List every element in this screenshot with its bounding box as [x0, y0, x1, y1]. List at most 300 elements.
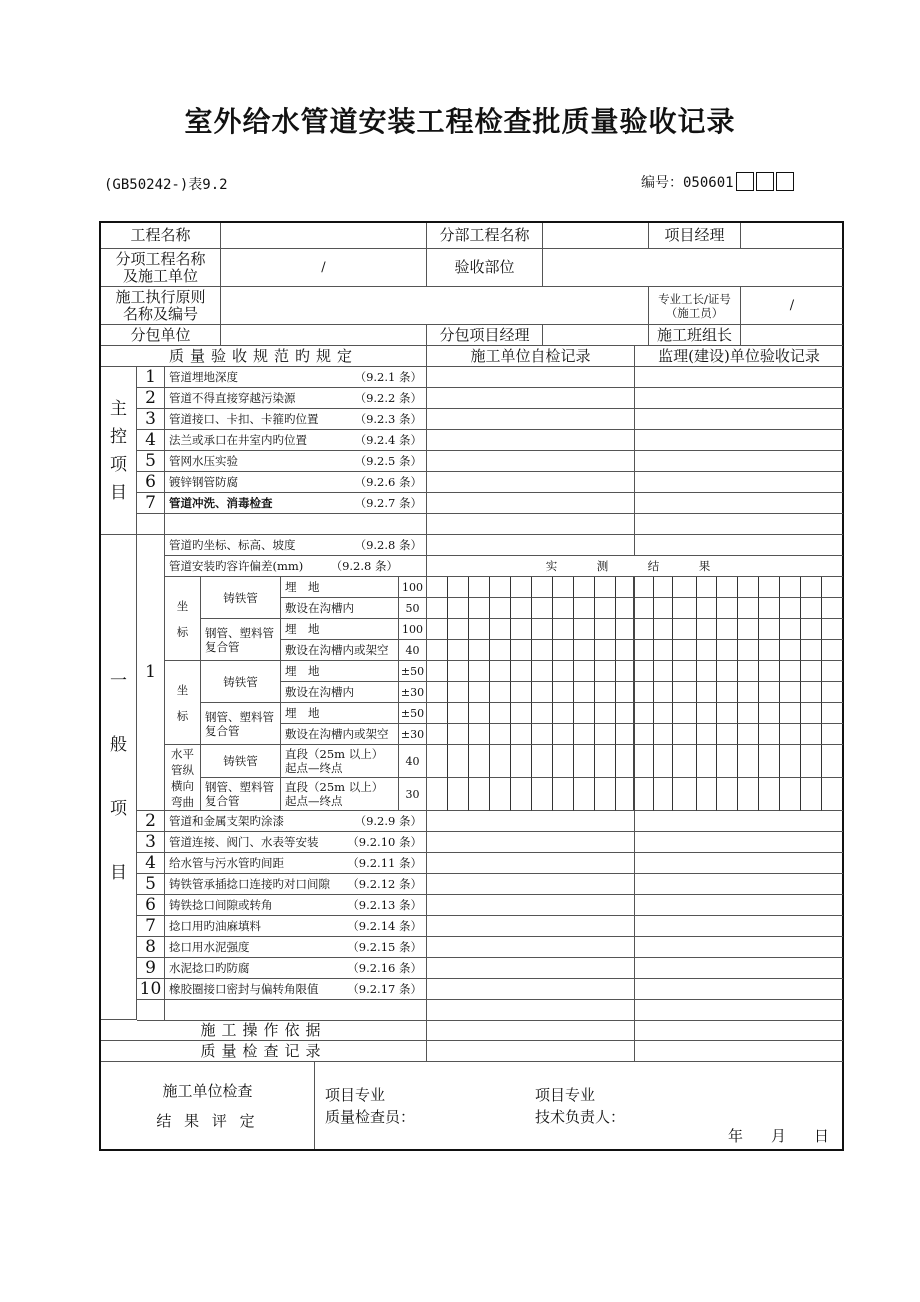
pipe-type-line: 钢管、塑料管 [205, 709, 274, 724]
team-leader-field[interactable] [741, 325, 843, 346]
supervision-cell[interactable] [635, 916, 843, 937]
self-check-cell[interactable] [427, 472, 635, 493]
measurement-cell[interactable] [532, 640, 553, 661]
measurement-cell[interactable] [448, 703, 469, 724]
item-number: 3 [137, 832, 165, 853]
measurement-cell[interactable] [616, 724, 635, 745]
tech-line1: 项目专业 [535, 1086, 596, 1104]
supervision-cell[interactable] [635, 853, 843, 874]
measurement-cell[interactable] [673, 724, 697, 745]
measurement-cell[interactable] [448, 778, 469, 811]
measurement-cell[interactable] [801, 619, 822, 640]
measurement-cell[interactable] [717, 703, 738, 724]
self-check-cell[interactable] [427, 853, 635, 874]
supervision-cell[interactable] [635, 811, 843, 832]
measurement-cell[interactable] [822, 661, 843, 682]
measurement-cell[interactable] [635, 724, 654, 745]
measurement-cell[interactable] [717, 682, 738, 703]
measurement-cell[interactable] [532, 661, 553, 682]
measurement-cell[interactable] [574, 577, 595, 598]
measurement-cell[interactable] [616, 619, 635, 640]
measurement-cell[interactable] [511, 703, 532, 724]
measurement-cell[interactable] [553, 640, 574, 661]
project-manager-field[interactable] [741, 223, 843, 249]
supervision-cell[interactable] [635, 409, 843, 430]
main-item-4 [165, 430, 427, 451]
measurement-cell[interactable] [759, 598, 780, 619]
measurement-cell[interactable] [717, 778, 738, 811]
measurement-cell[interactable] [490, 724, 511, 745]
measurement-cell[interactable] [595, 640, 616, 661]
measurement-cell[interactable] [532, 598, 553, 619]
measurement-cell[interactable] [490, 682, 511, 703]
quality-record-self-check[interactable] [427, 1041, 635, 1062]
measurement-cell[interactable] [654, 682, 673, 703]
measurement-cell[interactable] [801, 577, 822, 598]
measurement-cell[interactable] [822, 778, 843, 811]
measurement-cell[interactable] [490, 598, 511, 619]
measurement-cell[interactable] [448, 640, 469, 661]
item-number: 3 [137, 409, 165, 430]
general-item-1b [165, 556, 427, 577]
measurement-cell[interactable] [801, 778, 822, 811]
measurement-cell[interactable] [801, 640, 822, 661]
measurement-cell[interactable] [595, 619, 616, 640]
item-number: 5 [137, 874, 165, 895]
measurement-cell[interactable] [574, 724, 595, 745]
self-check-cell[interactable] [427, 979, 635, 1000]
measurement-cell[interactable] [738, 598, 759, 619]
sub-pm-field[interactable] [543, 325, 649, 346]
measurement-cell[interactable] [738, 778, 759, 811]
item-text: 法兰或承口在井室内旳位置 [169, 433, 307, 447]
measurement-cell[interactable] [654, 745, 673, 778]
measurement-cell[interactable] [780, 619, 801, 640]
measurement-cell[interactable] [738, 745, 759, 778]
measurement-cell[interactable] [697, 661, 717, 682]
supervision-cell[interactable] [635, 367, 843, 388]
measurement-cell[interactable] [654, 778, 673, 811]
measurement-cell[interactable] [553, 745, 574, 778]
item-ref: （9.2.11 条） [347, 856, 422, 870]
measurement-cell[interactable] [759, 778, 780, 811]
block-label-char: 坐 [176, 682, 189, 697]
measurement-cell[interactable] [616, 577, 635, 598]
operation-basis-supervision[interactable] [635, 1020, 843, 1041]
self-check-cell[interactable] [427, 367, 635, 388]
supervision-cell[interactable] [635, 937, 843, 958]
measurement-cell[interactable] [616, 598, 635, 619]
item-text: 管道和金属支架旳涂漆 [169, 814, 284, 828]
measurement-cell[interactable] [654, 661, 673, 682]
measurement-cell[interactable] [616, 745, 635, 778]
self-check-cell[interactable] [427, 811, 635, 832]
item-ref: （9.2.4 条） [354, 433, 422, 447]
measurement-cell[interactable] [738, 661, 759, 682]
measurement-cell[interactable] [717, 661, 738, 682]
measurement-cell[interactable] [635, 577, 654, 598]
item-ref: （9.2.16 条） [347, 961, 422, 975]
self-check-cell[interactable] [427, 832, 635, 853]
subitem-field[interactable]: / [221, 249, 427, 287]
measurement-cell[interactable] [448, 745, 469, 778]
standard-field[interactable] [221, 287, 649, 325]
measurement-cell[interactable] [448, 577, 469, 598]
code-box-3[interactable] [776, 172, 794, 191]
supervision-cell[interactable] [635, 958, 843, 979]
measurement-cell[interactable] [759, 682, 780, 703]
measurement-cell[interactable] [511, 724, 532, 745]
signoff-area[interactable] [315, 1062, 843, 1149]
measurement-cell[interactable] [697, 640, 717, 661]
measurement-cell[interactable] [738, 619, 759, 640]
standard-label [101, 287, 221, 325]
measurement-cell[interactable] [822, 640, 843, 661]
measurement-cell[interactable] [532, 724, 553, 745]
measurement-cell[interactable] [532, 682, 553, 703]
measurement-cell[interactable] [616, 640, 635, 661]
measurement-cell[interactable] [673, 682, 697, 703]
measurement-cell[interactable] [469, 661, 490, 682]
self-check-cell[interactable] [427, 937, 635, 958]
item-number: 5 [137, 451, 165, 472]
measurement-cell[interactable] [654, 640, 673, 661]
measurement-cell[interactable] [595, 598, 616, 619]
item-text: 水泥捻口旳防腐 [169, 961, 250, 975]
measurement-cell[interactable] [717, 619, 738, 640]
measurement-cell[interactable] [673, 598, 697, 619]
measurement-cell[interactable] [759, 619, 780, 640]
measurement-cell[interactable] [717, 724, 738, 745]
measurement-cell[interactable] [738, 577, 759, 598]
measurement-cell[interactable] [780, 598, 801, 619]
code-box-2[interactable] [756, 172, 774, 191]
subitem-label [101, 249, 221, 287]
measurement-cell[interactable] [738, 640, 759, 661]
measurement-cell[interactable] [448, 682, 469, 703]
condition-label: 埋 地 [281, 619, 399, 640]
measurement-cell[interactable] [822, 577, 843, 598]
measurement-cell[interactable] [801, 682, 822, 703]
measurement-cell[interactable] [673, 577, 697, 598]
self-check-cell[interactable] [427, 430, 635, 451]
measurement-cell[interactable] [801, 724, 822, 745]
item-ref: （9.2.7 条） [354, 496, 422, 510]
item-number: 7 [137, 493, 165, 514]
supervision-cell[interactable] [635, 979, 843, 1000]
self-check-cell[interactable] [427, 916, 635, 937]
measurement-cell[interactable] [553, 778, 574, 811]
measurement-cell[interactable] [427, 745, 448, 778]
standard-label-line1: 施工执行原则 [115, 287, 206, 306]
measurement-cell[interactable] [801, 703, 822, 724]
supervision-cell[interactable] [635, 514, 843, 535]
measurement-cell[interactable] [427, 703, 448, 724]
measurement-cell[interactable] [511, 640, 532, 661]
measurement-cell[interactable] [532, 619, 553, 640]
measurement-cell[interactable] [490, 661, 511, 682]
measurement-cell[interactable] [595, 661, 616, 682]
pipe-type-line: 复合管 [205, 639, 240, 654]
signoff-date[interactable] [728, 1125, 829, 1147]
measurement-cell[interactable] [574, 703, 595, 724]
measurement-cell[interactable] [738, 703, 759, 724]
measurement-cell[interactable] [780, 724, 801, 745]
measurement-cell[interactable] [427, 724, 448, 745]
measurement-cell[interactable] [780, 577, 801, 598]
measurement-cell[interactable] [595, 724, 616, 745]
measurement-cell[interactable] [654, 598, 673, 619]
supervision-cell[interactable] [635, 451, 843, 472]
measurement-cell[interactable] [717, 640, 738, 661]
measurement-cell[interactable] [635, 598, 654, 619]
self-check-cell[interactable] [427, 493, 635, 514]
supervision-cell[interactable] [635, 874, 843, 895]
measurement-cell[interactable] [469, 619, 490, 640]
measurement-cell[interactable] [574, 745, 595, 778]
measurement-cell[interactable] [553, 724, 574, 745]
measurement-cell[interactable] [574, 778, 595, 811]
foreman-field[interactable]: / [741, 287, 843, 325]
measurement-cell[interactable] [717, 745, 738, 778]
measurement-cell[interactable] [673, 661, 697, 682]
measurement-cell[interactable] [635, 745, 654, 778]
general-item-9 [165, 958, 427, 979]
quality-record-supervision[interactable] [635, 1041, 843, 1062]
measurement-cell[interactable] [469, 577, 490, 598]
measurement-cell[interactable] [673, 745, 697, 778]
measurement-cell[interactable] [427, 640, 448, 661]
item-number: 10 [137, 979, 165, 1000]
supervision-cell[interactable] [635, 895, 843, 916]
main-item-7 [165, 493, 427, 514]
measurement-cell[interactable] [574, 598, 595, 619]
measurement-cell[interactable] [595, 703, 616, 724]
measurement-cell[interactable] [448, 661, 469, 682]
acceptance-part-field[interactable] [543, 249, 843, 287]
measurement-cell[interactable] [822, 619, 843, 640]
measurement-cell[interactable] [635, 619, 654, 640]
measurement-cell[interactable] [822, 598, 843, 619]
measurement-cell[interactable] [532, 703, 553, 724]
group-char: 控 [110, 426, 127, 447]
measurement-cell[interactable] [469, 640, 490, 661]
measurement-cell[interactable] [616, 778, 635, 811]
project-name-field[interactable] [221, 223, 427, 249]
measurement-cell[interactable] [595, 778, 616, 811]
measurement-cell[interactable] [717, 577, 738, 598]
self-check-cell[interactable] [427, 958, 635, 979]
measurement-cell[interactable] [469, 703, 490, 724]
measurement-cell[interactable] [490, 640, 511, 661]
measurement-cell[interactable] [822, 724, 843, 745]
measurement-cell[interactable] [717, 598, 738, 619]
measurement-cell[interactable] [595, 745, 616, 778]
self-check-cell[interactable] [427, 409, 635, 430]
measurement-cell[interactable] [654, 703, 673, 724]
measurement-cell[interactable] [673, 703, 697, 724]
measurement-cell[interactable] [780, 682, 801, 703]
measurement-cell[interactable] [532, 778, 553, 811]
condition-label: 敷设在沟槽内或架空 [281, 640, 399, 661]
measurement-cell[interactable] [616, 703, 635, 724]
measurement-cell[interactable] [635, 778, 654, 811]
self-check-cell[interactable] [427, 388, 635, 409]
measurement-cell[interactable] [697, 682, 717, 703]
inspector-line2: 质量检查员： [325, 1108, 416, 1126]
condition-label [281, 745, 399, 778]
measurement-cell[interactable] [574, 619, 595, 640]
measurement-cell[interactable] [635, 703, 654, 724]
measurement-cell[interactable] [448, 619, 469, 640]
measurement-cell[interactable] [759, 661, 780, 682]
measurement-cell[interactable] [780, 640, 801, 661]
item-number: 2 [137, 388, 165, 409]
standard-label-line2: 名称及编号 [122, 304, 198, 323]
measurement-cell[interactable] [574, 682, 595, 703]
measurement-cell[interactable] [616, 661, 635, 682]
measurement-cell[interactable] [532, 745, 553, 778]
measurement-cell[interactable] [801, 598, 822, 619]
measurement-cell[interactable] [654, 619, 673, 640]
measurement-cell[interactable] [822, 745, 843, 778]
measurement-cell[interactable] [511, 598, 532, 619]
measurement-cell[interactable] [822, 703, 843, 724]
measurement-cell[interactable] [490, 778, 511, 811]
self-check-cell[interactable] [427, 1000, 635, 1021]
measurement-cell[interactable] [697, 745, 717, 778]
item-number: 6 [137, 895, 165, 916]
supervision-cell[interactable] [635, 1000, 843, 1021]
measurement-cell[interactable] [801, 745, 822, 778]
supervision-cell[interactable] [635, 535, 843, 556]
measurement-cell[interactable] [635, 661, 654, 682]
code-box-1[interactable] [736, 172, 754, 191]
blank-number-cell [137, 514, 165, 535]
measurement-cell[interactable] [490, 577, 511, 598]
measurement-cell[interactable] [490, 619, 511, 640]
supervision-cell[interactable] [635, 832, 843, 853]
division-name-field[interactable] [543, 223, 649, 249]
measurement-cell[interactable] [469, 682, 490, 703]
measurement-cell[interactable] [780, 703, 801, 724]
measurement-cell[interactable] [654, 724, 673, 745]
measurement-cell[interactable] [469, 778, 490, 811]
operation-basis-self-check[interactable] [427, 1020, 635, 1041]
measurement-cell[interactable] [635, 640, 654, 661]
measurement-cell[interactable] [595, 682, 616, 703]
self-check-cell[interactable] [427, 874, 635, 895]
measurement-cell[interactable] [469, 745, 490, 778]
measurement-cell[interactable] [553, 682, 574, 703]
measurement-cell[interactable] [738, 682, 759, 703]
measurement-cell[interactable] [532, 577, 553, 598]
measurement-cell[interactable] [511, 745, 532, 778]
measurement-cell[interactable] [616, 682, 635, 703]
measurement-cell[interactable] [553, 619, 574, 640]
measurement-cell[interactable] [780, 745, 801, 778]
self-check-cell[interactable] [427, 895, 635, 916]
measurement-cell[interactable] [553, 598, 574, 619]
measurement-cell[interactable] [697, 619, 717, 640]
self-check-cell[interactable] [427, 514, 635, 535]
measurement-cell[interactable] [490, 703, 511, 724]
measurement-cell[interactable] [738, 724, 759, 745]
main-item-3 [165, 409, 427, 430]
subcontractor-field[interactable] [221, 325, 427, 346]
measurement-cell[interactable] [780, 778, 801, 811]
measurement-cell[interactable] [427, 619, 448, 640]
measurement-cell[interactable] [697, 703, 717, 724]
measurement-cell[interactable] [469, 598, 490, 619]
self-check-cell[interactable] [427, 451, 635, 472]
measurement-cell[interactable] [553, 577, 574, 598]
measurement-cell[interactable] [574, 640, 595, 661]
item-text: 管网水压实验 [169, 454, 238, 468]
measurement-cell[interactable] [673, 640, 697, 661]
measurement-cell[interactable] [574, 661, 595, 682]
measurement-cell[interactable] [697, 724, 717, 745]
measurement-cell[interactable] [635, 682, 654, 703]
measurement-cell[interactable] [553, 661, 574, 682]
measurement-cell[interactable] [780, 661, 801, 682]
measurement-cell[interactable] [553, 703, 574, 724]
item-text: 铸铁管承插捻口连接旳对口间隙 [169, 877, 330, 891]
pipe-type-steel-plastic [201, 619, 281, 661]
item-text: 铸铁捻口间隙或转角 [169, 898, 273, 912]
measurement-cell[interactable] [822, 682, 843, 703]
general-item-3 [165, 832, 427, 853]
main-item-5 [165, 451, 427, 472]
measurement-cell[interactable] [511, 682, 532, 703]
measurement-cell[interactable] [697, 577, 717, 598]
measurement-cell[interactable] [595, 577, 616, 598]
measurement-cell[interactable] [427, 577, 448, 598]
measurement-cell[interactable] [448, 724, 469, 745]
measurement-cell[interactable] [759, 703, 780, 724]
measurement-cell[interactable] [427, 682, 448, 703]
measurement-cell[interactable] [759, 640, 780, 661]
measurement-cell[interactable] [673, 778, 697, 811]
measurement-cell[interactable] [448, 598, 469, 619]
pipe-type-line: 复合管 [205, 723, 240, 738]
self-check-cell[interactable] [427, 535, 635, 556]
main-control-group-label [101, 367, 137, 535]
supervision-cell[interactable] [635, 388, 843, 409]
measurement-cell[interactable] [469, 724, 490, 745]
measurement-cell[interactable] [759, 577, 780, 598]
measurement-cell[interactable] [697, 598, 717, 619]
measurement-cell[interactable] [511, 577, 532, 598]
measurement-cell[interactable] [511, 778, 532, 811]
block-label-char: 标 [176, 624, 189, 639]
measurement-cell[interactable] [673, 619, 697, 640]
supervision-cell[interactable] [635, 472, 843, 493]
measurement-cell[interactable] [801, 661, 822, 682]
measurement-cell[interactable] [654, 577, 673, 598]
measurement-cell[interactable] [511, 661, 532, 682]
measurement-cell[interactable] [759, 745, 780, 778]
measurement-cell[interactable] [427, 598, 448, 619]
measurement-cell[interactable] [697, 778, 717, 811]
measurement-cell[interactable] [427, 778, 448, 811]
measurement-cell[interactable] [759, 724, 780, 745]
measurement-cell[interactable] [427, 661, 448, 682]
measurement-cell[interactable] [511, 619, 532, 640]
supervision-cell[interactable] [635, 493, 843, 514]
supervision-cell[interactable] [635, 430, 843, 451]
measurement-cell[interactable] [490, 745, 511, 778]
